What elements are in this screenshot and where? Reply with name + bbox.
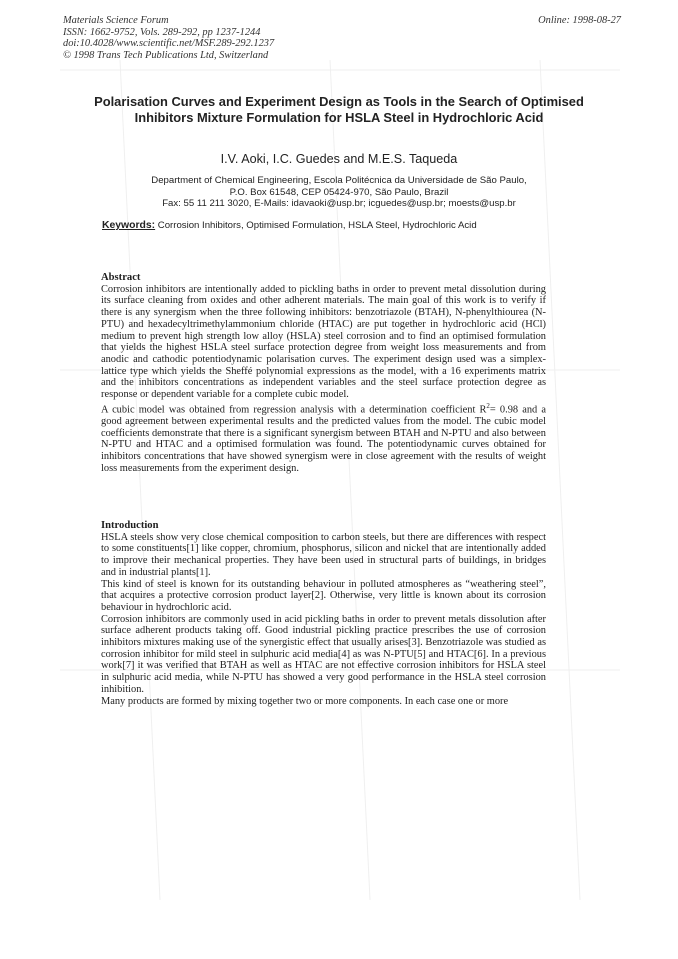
keywords-label: Keywords:: [102, 220, 156, 231]
keywords: [102, 220, 477, 231]
introduction-paragraph: This kind of steel is known for its outstanding behaviour in polluted atmospheres as “weathering steel”, that acquires a protective corrosion product layer[2]. Otherwise, very little is known about its corrosion behaviour in hydrochloric acid.: [101, 578, 546, 613]
affiliation-line: P.O. Box 61548, CEP 05424-970, São Paulo, Brazil: [229, 186, 449, 198]
abstract-text: = 0.98 and a good agreement between experimental results and the predicted values from the model. The cubic model coefficients demonstrate that there is a significant synergism between BTAH and N-PTU and also between N-PTU and HTAC and a optimised formulation was found. The potentiodynamic curves obtained for inhibitors concentrations that have showed synergism were in close agreement with the results of weight loss measurements from the experiment design.: [101, 404, 546, 474]
copyright-line: © 1998 Trans Tech Publications Ltd, Switzerland: [63, 49, 269, 61]
doi-line[interactable]: doi:10.4028/www.scientific.net/MSF.289-292.1237: [63, 38, 275, 49]
introduction-paragraph: HSLA steels show very close chemical composition to carbon steels, but there are differences with respect to some constituents[1] like copper, chromium, phosphorus, silicon and nickel that are intentionally added to improve their mechanical properties. They have been used in structural parts of buildings, in bridges and in industrial plants[1].: [101, 531, 546, 578]
authors: I.V. Aoki, I.C. Guedes and M.E.S. Taqueda: [220, 152, 458, 166]
journal-name: Materials Science Forum: [63, 15, 169, 26]
abstract-heading: Abstract: [101, 272, 141, 283]
affiliation-line: Department of Chemical Engineering, Escola Politécnica da Universidade de São Paulo,: [151, 175, 527, 186]
introduction-section: [101, 520, 546, 707]
issn-line: ISSN: 1662-9752, Vols. 289-292, pp 1237-1244: [63, 26, 261, 38]
abstract-section: [101, 272, 546, 474]
abstract-paragraph: Corrosion inhibitors are intentionally added to pickling baths in order to prevent metal dissolution during its surface cleaning from oxides and other adherent materials. The main goal of this work is to verify if there is any synergism when the three following inhibitors: benzotriazole (BTAH), N-phenylthiourea (N-PTU) and hexadecyltrimethylammonium chloride (HTAC) are put together in hydrochloric acid (HCl) medium to prevent high strength low alloy (HSLA) steel corrosion and to find an optimised formulation that yields the highest HSLA steel surface protection degree from weight loss measurements and from anodic and cathodic potentiodynamic polarisation curves. The experiment design used was a simplex-lattice type which yields the Sheffé polynomial expressions as the model, with a 16 experiments matrix and the inhibitors concentrations as independent variables and the steel surface protection degree as response or dependent variable for a complete cubic model.: [101, 283, 546, 401]
abstract-text: A cubic model was obtained from regression analysis with a determination coefficient R: [101, 404, 487, 416]
keywords-text: Corrosion Inhibitors, Optimised Formulation, HSLA Steel, Hydrochloric Acid: [157, 220, 477, 231]
online-date: Online: 1998-08-27: [538, 15, 621, 26]
affiliation-contact: Fax: 55 11 211 3020, E-Mails: idavaoki@usp.br; icguedes@usp.br; moests@usp.br: [162, 198, 516, 210]
introduction-paragraph: Corrosion inhibitors are commonly used in acid pickling baths in order to prevent metals dissolution after surface adherent products taking off. Good industrial pickling practice prescribes the use of corrosion inhibitors mixtures making use of the synergistic effect that usually arises[3]. Benzotriazole was studied as corrosion inhibitor for mild steel in sulphuric acid media[4] as was N-PTU[5] and HTAC[6]. In a previous work[7] it was verified that BTAH as well as HTAC are not effective corrosion inhibitors for HSLA steel in sulphuric acid media, while N-PTU has showed a very good performance in the HSLA steel corrosion inhibition.: [101, 613, 546, 695]
introduction-paragraph: Many products are formed by mixing together two or more components. In each case one or more: [101, 695, 509, 707]
introduction-heading: Introduction: [101, 520, 159, 531]
publication-info: [63, 15, 274, 61]
paper-title: Polarisation Curves and Experiment Design as Tools in the Search of Optimised Inhibitors Mixture Formulation for HSLA Steel in Hydrochloric Acid: [94, 94, 584, 125]
affiliation: [80, 175, 598, 210]
superscript: 2: [486, 401, 490, 410]
abstract-paragraph: [101, 401, 546, 475]
